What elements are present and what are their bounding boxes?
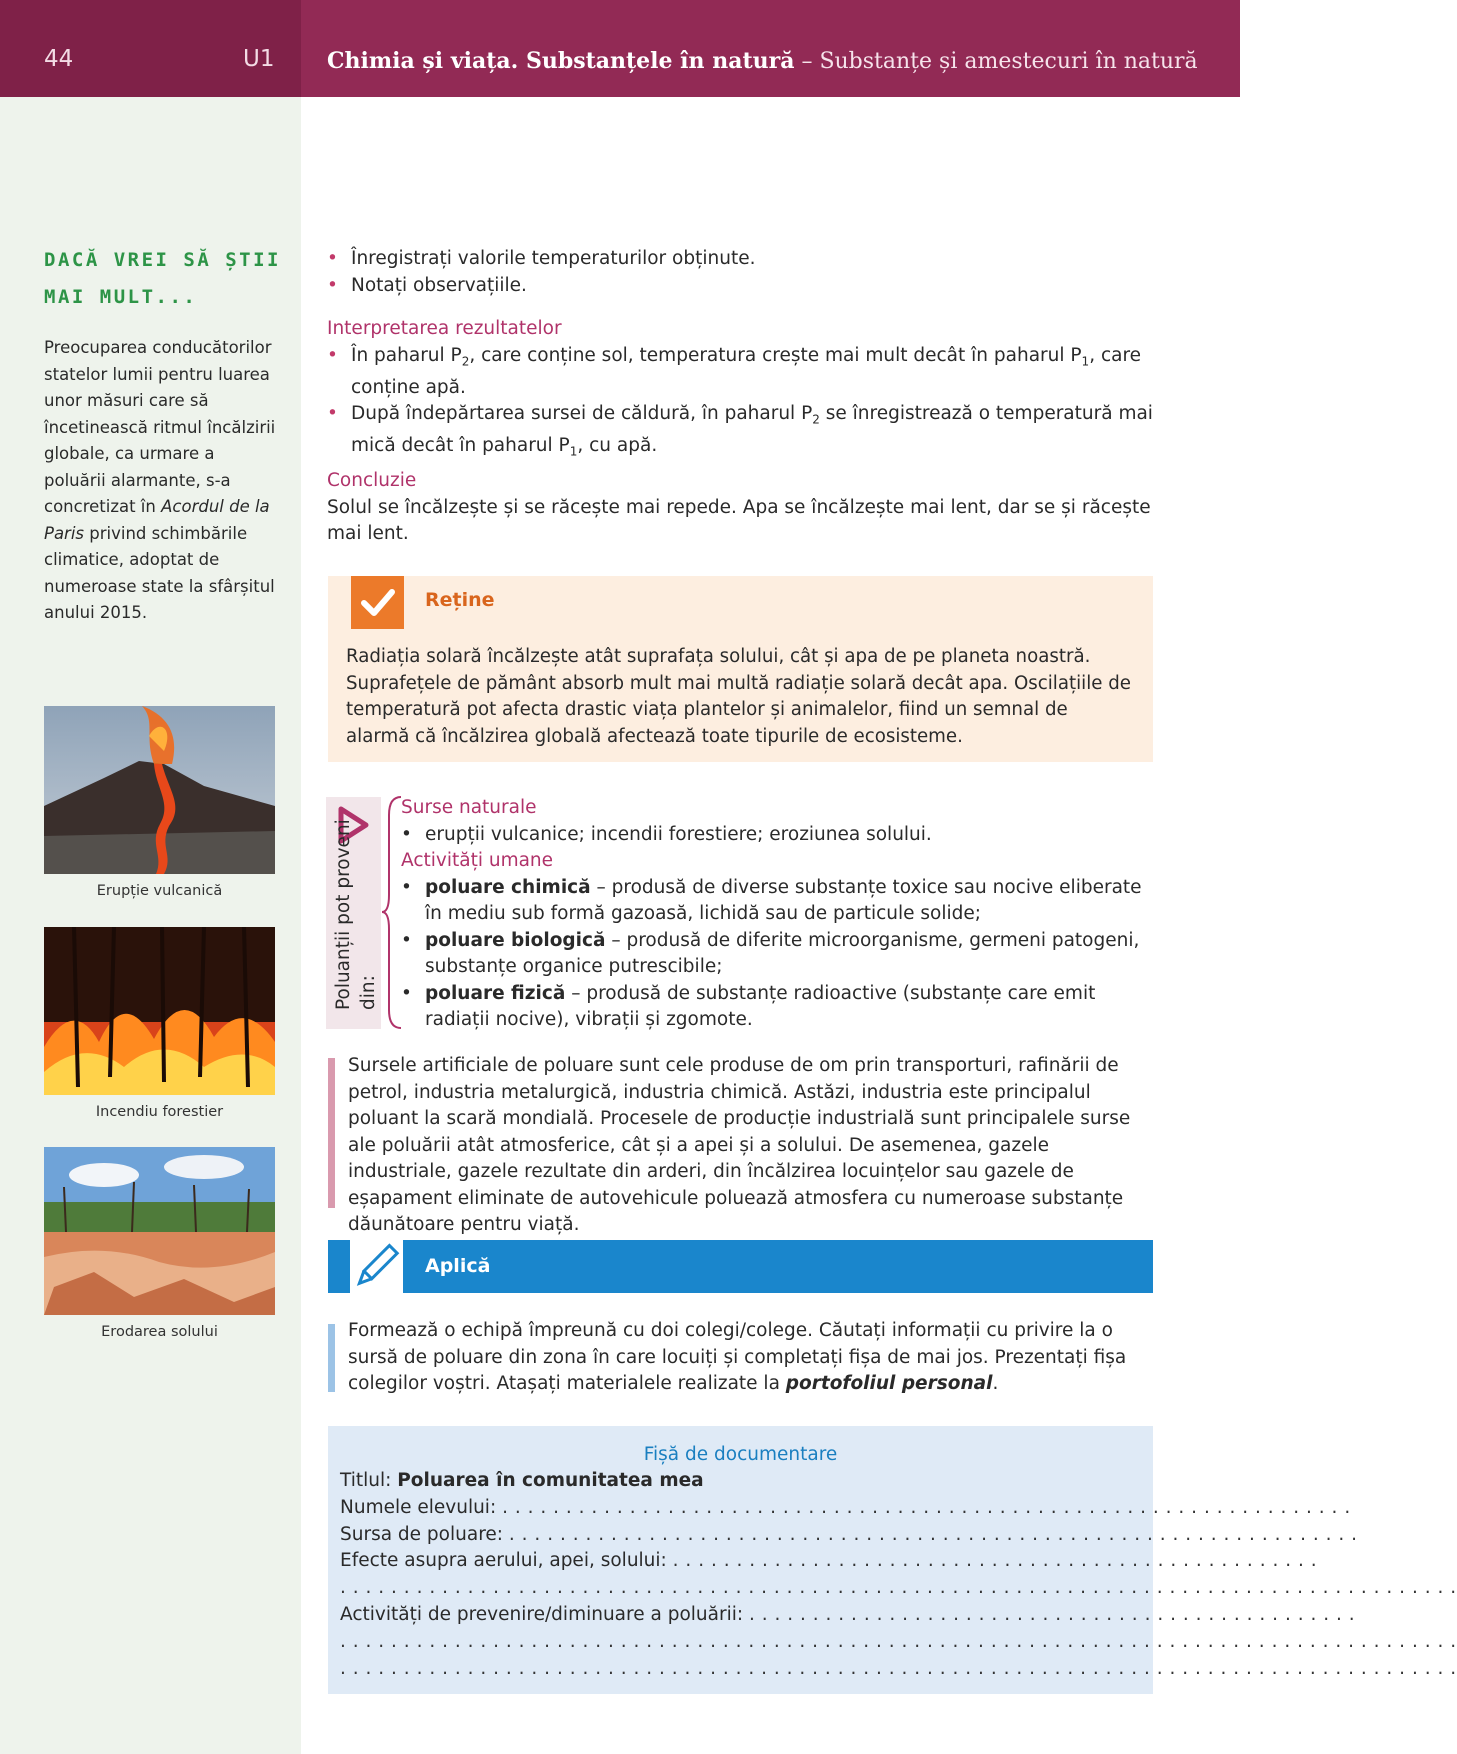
sidebar-text-italic: Acordul de la Paris — [44, 497, 270, 543]
list-item — [401, 981, 1156, 1034]
effects-field[interactable] — [340, 1548, 1318, 1575]
human-activities-title: Activități umane — [401, 850, 554, 871]
student-name-field[interactable] — [340, 1495, 1351, 1522]
text: . — [992, 1373, 999, 1394]
aplica-text — [348, 1318, 1156, 1398]
text: – produsă de substanțe radioactive (substanțe care emit radiații nocive), vibrații și zgomote. — [425, 982, 1096, 1030]
bullet-icon: • — [401, 929, 412, 951]
label: Efecte asupra aerului, apei, solului: — [340, 1550, 673, 1572]
text: În paharul P — [351, 344, 462, 366]
value: Poluarea în comunitatea mea — [397, 1470, 704, 1491]
concluzie-text: Solul se încălzește și se răcește mai repede. Apa se încălzește mai lent, dar se și răcește mai lent. — [327, 496, 1151, 544]
bullet-icon: • — [401, 876, 412, 898]
worksheet-title: Fișă de documentare — [643, 1444, 838, 1465]
sidebar-heading — [44, 242, 284, 316]
bullet-icon: • — [327, 274, 338, 296]
bullet-icon: • — [401, 823, 412, 845]
bullet-icon: • — [401, 982, 412, 1004]
sidebar-text — [44, 335, 280, 627]
caption-volcano: Erupție vulcanică — [96, 883, 223, 899]
unit-label: U1 — [243, 46, 275, 72]
sidebar-heading-line2: MAI MULT... — [44, 286, 198, 308]
worksheet-fields — [340, 1468, 1457, 1682]
forest-fire-photo — [44, 927, 275, 1095]
text: , care conține sol, temperatura crește mai mult decât în paharul P — [469, 344, 1082, 366]
fill-line[interactable]: . . . . . . . . . . . . . . . . . . . . . . . . . . . . . . . . . . . . . . . . . . . . . . . . . . . . . . . . . . . . . . . . . . . . . . . . . . . . . . . . . . . . . . . . — [340, 1577, 1457, 1599]
text: , cu apă. — [577, 435, 658, 457]
fill-line: . . . . . . . . . . . . . . . . . . . . . . . . . . . . . . . . . . . . . . . . . . . . . . . . . . . . . . . . . . . . . . . . . . . — [502, 1496, 1351, 1518]
concluzie-section — [327, 468, 1157, 548]
caption-erosion: Erodarea solului — [101, 1324, 218, 1340]
list-item — [327, 401, 1157, 465]
sources-vertical-label: Poluanții pot proveni din: — [333, 819, 379, 1010]
fill-line[interactable]: . . . . . . . . . . . . . . . . . . . . . . . . . . . . . . . . . . . . . . . . . . . . . . . . . . . . . . . . . . . . . . . . . . . . . . . . . . . . . . . . . . . . . . . . — [340, 1630, 1457, 1652]
list-item — [327, 246, 1157, 273]
volcano-photo — [44, 706, 275, 874]
sidebar-text-part2: privind schimbările climatice, adoptat de numeroase state la sfârșitul anului 2015. — [44, 523, 275, 622]
interpretare-title: Interpretarea rezultatelor — [327, 318, 562, 339]
fill-line: . . . . . . . . . . . . . . . . . . . . . . . . . . . . . . . . . . . . . . . . . . . . . . . . — [748, 1603, 1356, 1625]
title-sub: – Substanțe și amestecuri în natură — [794, 49, 1198, 74]
label: Activități de prevenire/diminuare a poluării: — [340, 1603, 749, 1625]
fill-line: . . . . . . . . . . . . . . . . . . . . . . . . . . . . . . . . . . . . . . . . . . . . . . . . . . . — [672, 1550, 1318, 1572]
text: Formează o echipă împreună cu doi colegi/colege. Căutați informații cu privire la o sursă de poluare din zona în care locuiți și completați fișa de mai jos. Prezentați fișa colegilor voștri. Atașați materialele realizate la — [348, 1320, 1127, 1394]
quote-bar — [328, 1324, 335, 1392]
label: Titlul: — [340, 1470, 398, 1491]
fill-line: . . . . . . . . . . . . . . . . . . . . . . . . . . . . . . . . . . . . . . . . . . . . . . . . . . . . . . . . . . . . . . . . . . . — [508, 1523, 1358, 1545]
term: poluare fizică — [425, 982, 566, 1004]
pollution-source-field[interactable] — [340, 1522, 1358, 1549]
subscript: 2 — [461, 354, 470, 369]
subscript: 2 — [812, 412, 820, 427]
list-item — [401, 822, 1156, 849]
subscript: 1 — [1081, 354, 1090, 369]
text: se înregistrează o temperatură mai mică decât în paharul P — [351, 403, 1153, 457]
text: erupții vulcanice; incendii forestiere; eroziunea solului. — [425, 823, 932, 845]
list-item-text: Notați observațiile. — [351, 274, 527, 296]
bullet-icon: • — [327, 344, 338, 366]
list-item — [401, 875, 1156, 928]
text: – produsă de diferite microorganisme, germeni patogeni, substanțe organice putrescibile; — [425, 929, 1140, 977]
label: Numele elevului: — [340, 1496, 503, 1518]
list-item-text: Înregistrați valorile temperaturilor obținute. — [351, 248, 756, 269]
check-icon — [351, 576, 404, 629]
artificial-sources-text: Sursele artificiale de poluare sunt cele produse de om prin transporturi, rafinării de petrol, industria metalurgică, industria chimică. Astăzi, industria este principalul poluant la scară mondială. Procesele de producție industrială sunt principalele surse ale poluării atât atmosferice, cât și a apei și a solului. De asemenea, gazele industriale, gazele rezultate din arderi, din încălzirea locuințelor sau gazele de eșapament eliminate de autovehicule poluează atmosfera cu numeroase substanțe dăunătoare pentru viață. — [348, 1055, 1131, 1235]
natural-sources-title: Surse naturale — [401, 797, 537, 818]
text: , care conține apă. — [351, 344, 1142, 398]
page-number: 44 — [44, 46, 74, 72]
quote-bar — [328, 1058, 335, 1208]
list-item — [401, 928, 1156, 981]
prevention-field[interactable] — [340, 1602, 1356, 1629]
aplica-title: Aplică — [425, 1255, 491, 1277]
fill-line[interactable]: . . . . . . . . . . . . . . . . . . . . . . . . . . . . . . . . . . . . . . . . . . . . . . . . . . . . . . . . . . . . . . . . . . . . . . . . . . . . . . . . . . . . . . . . — [340, 1657, 1457, 1679]
sources-list — [401, 795, 1156, 1034]
interpretare-section — [327, 316, 1157, 466]
brace-icon — [381, 795, 403, 1034]
emphasis: portofoliul personal — [785, 1373, 993, 1394]
soil-erosion-photo — [44, 1147, 275, 1315]
term: poluare chimică — [425, 876, 591, 898]
label: Sursa de poluare: — [340, 1523, 509, 1545]
list-item — [327, 343, 1157, 402]
list-item — [327, 273, 1157, 300]
page-title — [327, 48, 1198, 74]
observation-list — [327, 246, 1157, 299]
sidebar-heading-line1: DACĂ VREI SĂ ȘTII — [44, 249, 281, 271]
concluzie-title: Concluzie — [327, 470, 417, 491]
retine-text: Radiația solară încălzește atât suprafața solului, cât și apa de pe planeta noastră. Suprafețele de pământ absorb mult mai multă radiație solară decât apa. Oscilațiile de temperatură pot afecta drastic viața plantelor și animalelor, fiind un semnal de alarmă că încălzirea globală afectează toate tipurile de ecosisteme. — [346, 646, 1131, 747]
term: poluare biologică — [425, 929, 606, 951]
subscript: 1 — [569, 445, 578, 460]
bullet-icon: • — [327, 403, 338, 425]
bullet-icon: • — [327, 248, 338, 269]
text: După îndepărtarea sursei de căldură, în paharul P — [351, 403, 813, 425]
worksheet-title-row — [340, 1468, 1140, 1495]
caption-fire: Incendiu forestier — [95, 1104, 224, 1120]
sidebar-text-part1: Preocuparea conducătorilor statelor lumii pentru luarea unor măsuri care să încetinească ritmul încălzirii globale, ca urmare a poluării alarmante, s-a concretizat în — [44, 338, 276, 516]
title-main: Chimia și viața. Substanțele în natură — [327, 48, 795, 74]
pencil-icon — [328, 1240, 403, 1293]
text: – produsă de diverse substanțe toxice sau nocive eliberate în mediu sub formă gazoasă, lichidă sau de particule solide; — [425, 876, 1142, 924]
retine-title: Reține — [425, 589, 495, 611]
